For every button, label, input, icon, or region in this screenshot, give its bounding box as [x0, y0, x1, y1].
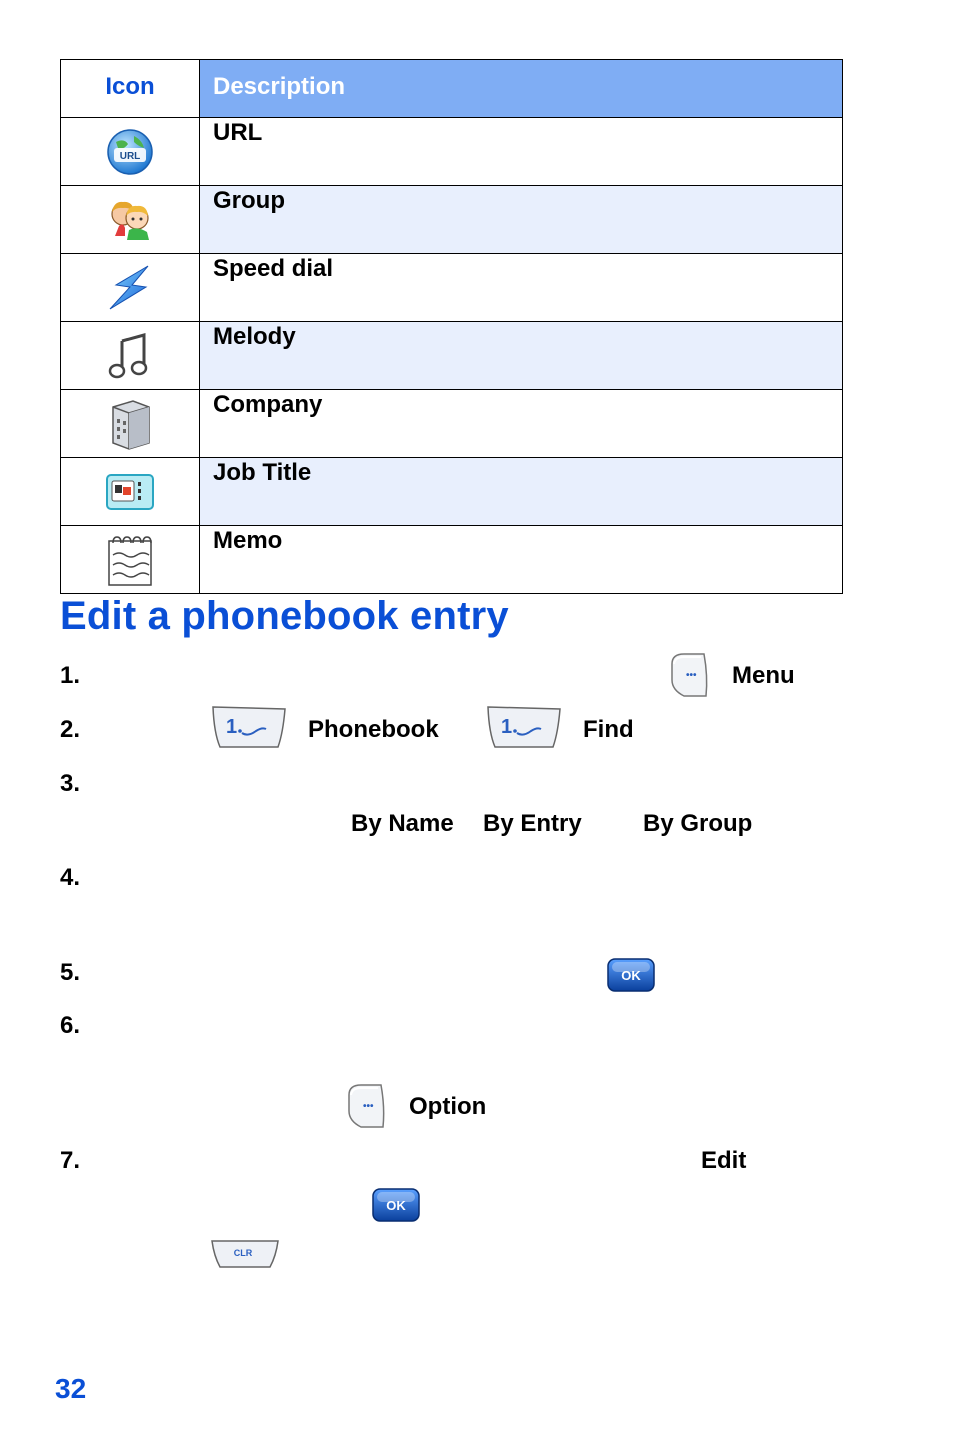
step-2-find-label: Find [583, 716, 634, 743]
row-label-group: Group [200, 186, 843, 254]
row-label-melody: Melody [200, 322, 843, 390]
ok-key-label-second: OK [386, 1198, 406, 1213]
job-title-id-card-icon [105, 471, 155, 513]
step-3-number: 3. [60, 770, 81, 797]
step-1-number: 1. [60, 662, 81, 689]
row-label-speed-dial: Speed dial [200, 254, 843, 322]
page-number: 32 [55, 1373, 87, 1404]
clr-key-label: CLR [233, 1248, 253, 1258]
speed-dial-lightning-icon [104, 263, 156, 313]
ok-key-label: OK [621, 968, 641, 983]
table-row [61, 458, 843, 526]
svg-text:URL: URL [119, 150, 141, 162]
ok-key-icon-second [371, 1187, 421, 1223]
svg-text:•••: ••• [363, 1101, 374, 1112]
step-6-number: 6. [60, 1012, 81, 1039]
step-3-by-entry-label: By Entry [483, 810, 582, 837]
company-building-icon [105, 397, 155, 451]
ok-key-icon [606, 957, 656, 993]
step-5-number: 5. [60, 959, 81, 986]
table-row [61, 390, 843, 458]
table-row [61, 118, 843, 186]
table-row [61, 186, 843, 254]
table-row [61, 254, 843, 322]
step-7-edit-label: Edit [701, 1147, 747, 1174]
section-title: Edit a phonebook entry [60, 594, 509, 638]
step-7-number: 7. [60, 1147, 81, 1174]
row-label-job-title: Job Title [200, 458, 843, 526]
clr-key-icon [210, 1238, 280, 1270]
one-key-icon-second [485, 703, 563, 751]
step-6-option-label: Option [409, 1093, 487, 1120]
table-row [61, 322, 843, 390]
row-label-url: URL [200, 118, 843, 186]
step-4-number: 4. [60, 864, 81, 891]
left-soft-key-icon [668, 650, 710, 700]
table-row [61, 526, 843, 594]
header-description: Description [200, 60, 843, 118]
icon-table [60, 59, 843, 594]
header-icon: Icon [61, 60, 200, 118]
one-key-icon [210, 703, 288, 751]
one-key-label-second: 1 [501, 716, 513, 738]
svg-text:•••: ••• [686, 670, 697, 681]
url-globe-icon [104, 126, 156, 178]
one-key-label: 1 [226, 716, 238, 738]
row-label-company: Company [200, 390, 843, 458]
step-1-menu-label: Menu [732, 662, 795, 689]
step-3-by-name-label: By Name [351, 810, 454, 837]
group-icon [105, 196, 155, 244]
melody-music-note-icon [106, 331, 154, 381]
step-2-number: 2. [60, 716, 81, 743]
row-label-memo: Memo [200, 526, 843, 594]
memo-notepad-icon [105, 533, 155, 587]
left-soft-key-icon-option [345, 1081, 387, 1131]
table-header-row [61, 60, 843, 118]
step-2-phonebook-label: Phonebook [308, 716, 439, 743]
step-3-by-group-label: By Group [643, 810, 753, 837]
